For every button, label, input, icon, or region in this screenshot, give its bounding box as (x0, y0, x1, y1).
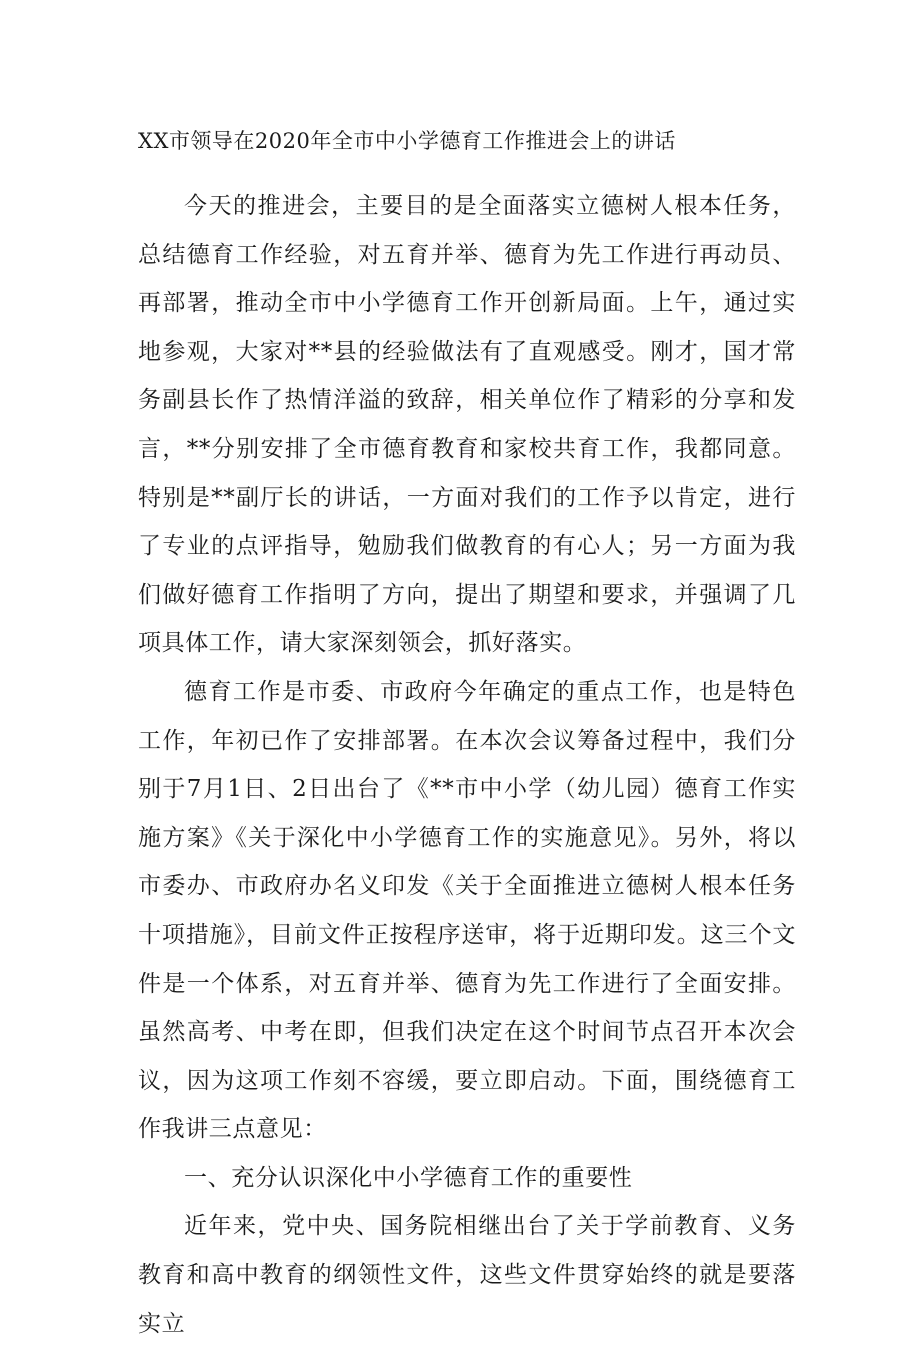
body-paragraph: 近年来，党中央、国务院相继出台了关于学前教育、义务教育和高中教育的纲领性文件，这些文件贯穿始终的就是要落实立 (138, 1213, 796, 1337)
document-body (138, 182, 796, 1348)
body-paragraph: 今天的推进会，主要目的是全面落实立德树人根本任务，总结德育工作经验，对五育并举、德育为先工作进行再动员、再部署，推动全市中小学德育工作开创新局面。上午，通过实地参观，大家对**县的经验做法有了直观感受。刚才，国才常务副县长作了热情洋溢的致辞，相关单位作了精彩的分享和发言，**分别安排了全市德育教育和家校共育工作，我都同意。特别是**副厅长的讲话，一方面对我们的工作予以肯定，进行了专业的点评指导，勉励我们做教育的有心人；另一方面为我们做好德育工作指明了方向，提出了期望和要求，并强调了几项具体工作，请大家深刻领会，抓好落实。 (138, 193, 796, 657)
body-paragraph: 德育工作是市委、市政府今年确定的重点工作，也是特色工作，年初已作了安排部署。在本次会议筹备过程中，我们分别于7月1日、2日出台了《**市中小学（幼儿园）德育工作实施方案》《关于深化中小学德育工作的实施意见》。另外，将以市委办、市政府办名义印发《关于全面推进立德树人根本任务十项措施》，目前文件正按程序送审，将于近期印发。这三个文件是一个体系，对五育并举、德育为先工作进行了全面安排。虽然高考、中考在即，但我们决定在这个时间节点召开本次会议，因为这项工作刻不容缓，要立即启动。下面，围绕德育工作我讲三点意见： (138, 678, 796, 1143)
section-heading: 一、充分认识深化中小学德育工作的重要性 (184, 1164, 633, 1191)
document-title: XX市领导在2020年全市中小学德育工作推进会上的讲话 (138, 129, 676, 153)
